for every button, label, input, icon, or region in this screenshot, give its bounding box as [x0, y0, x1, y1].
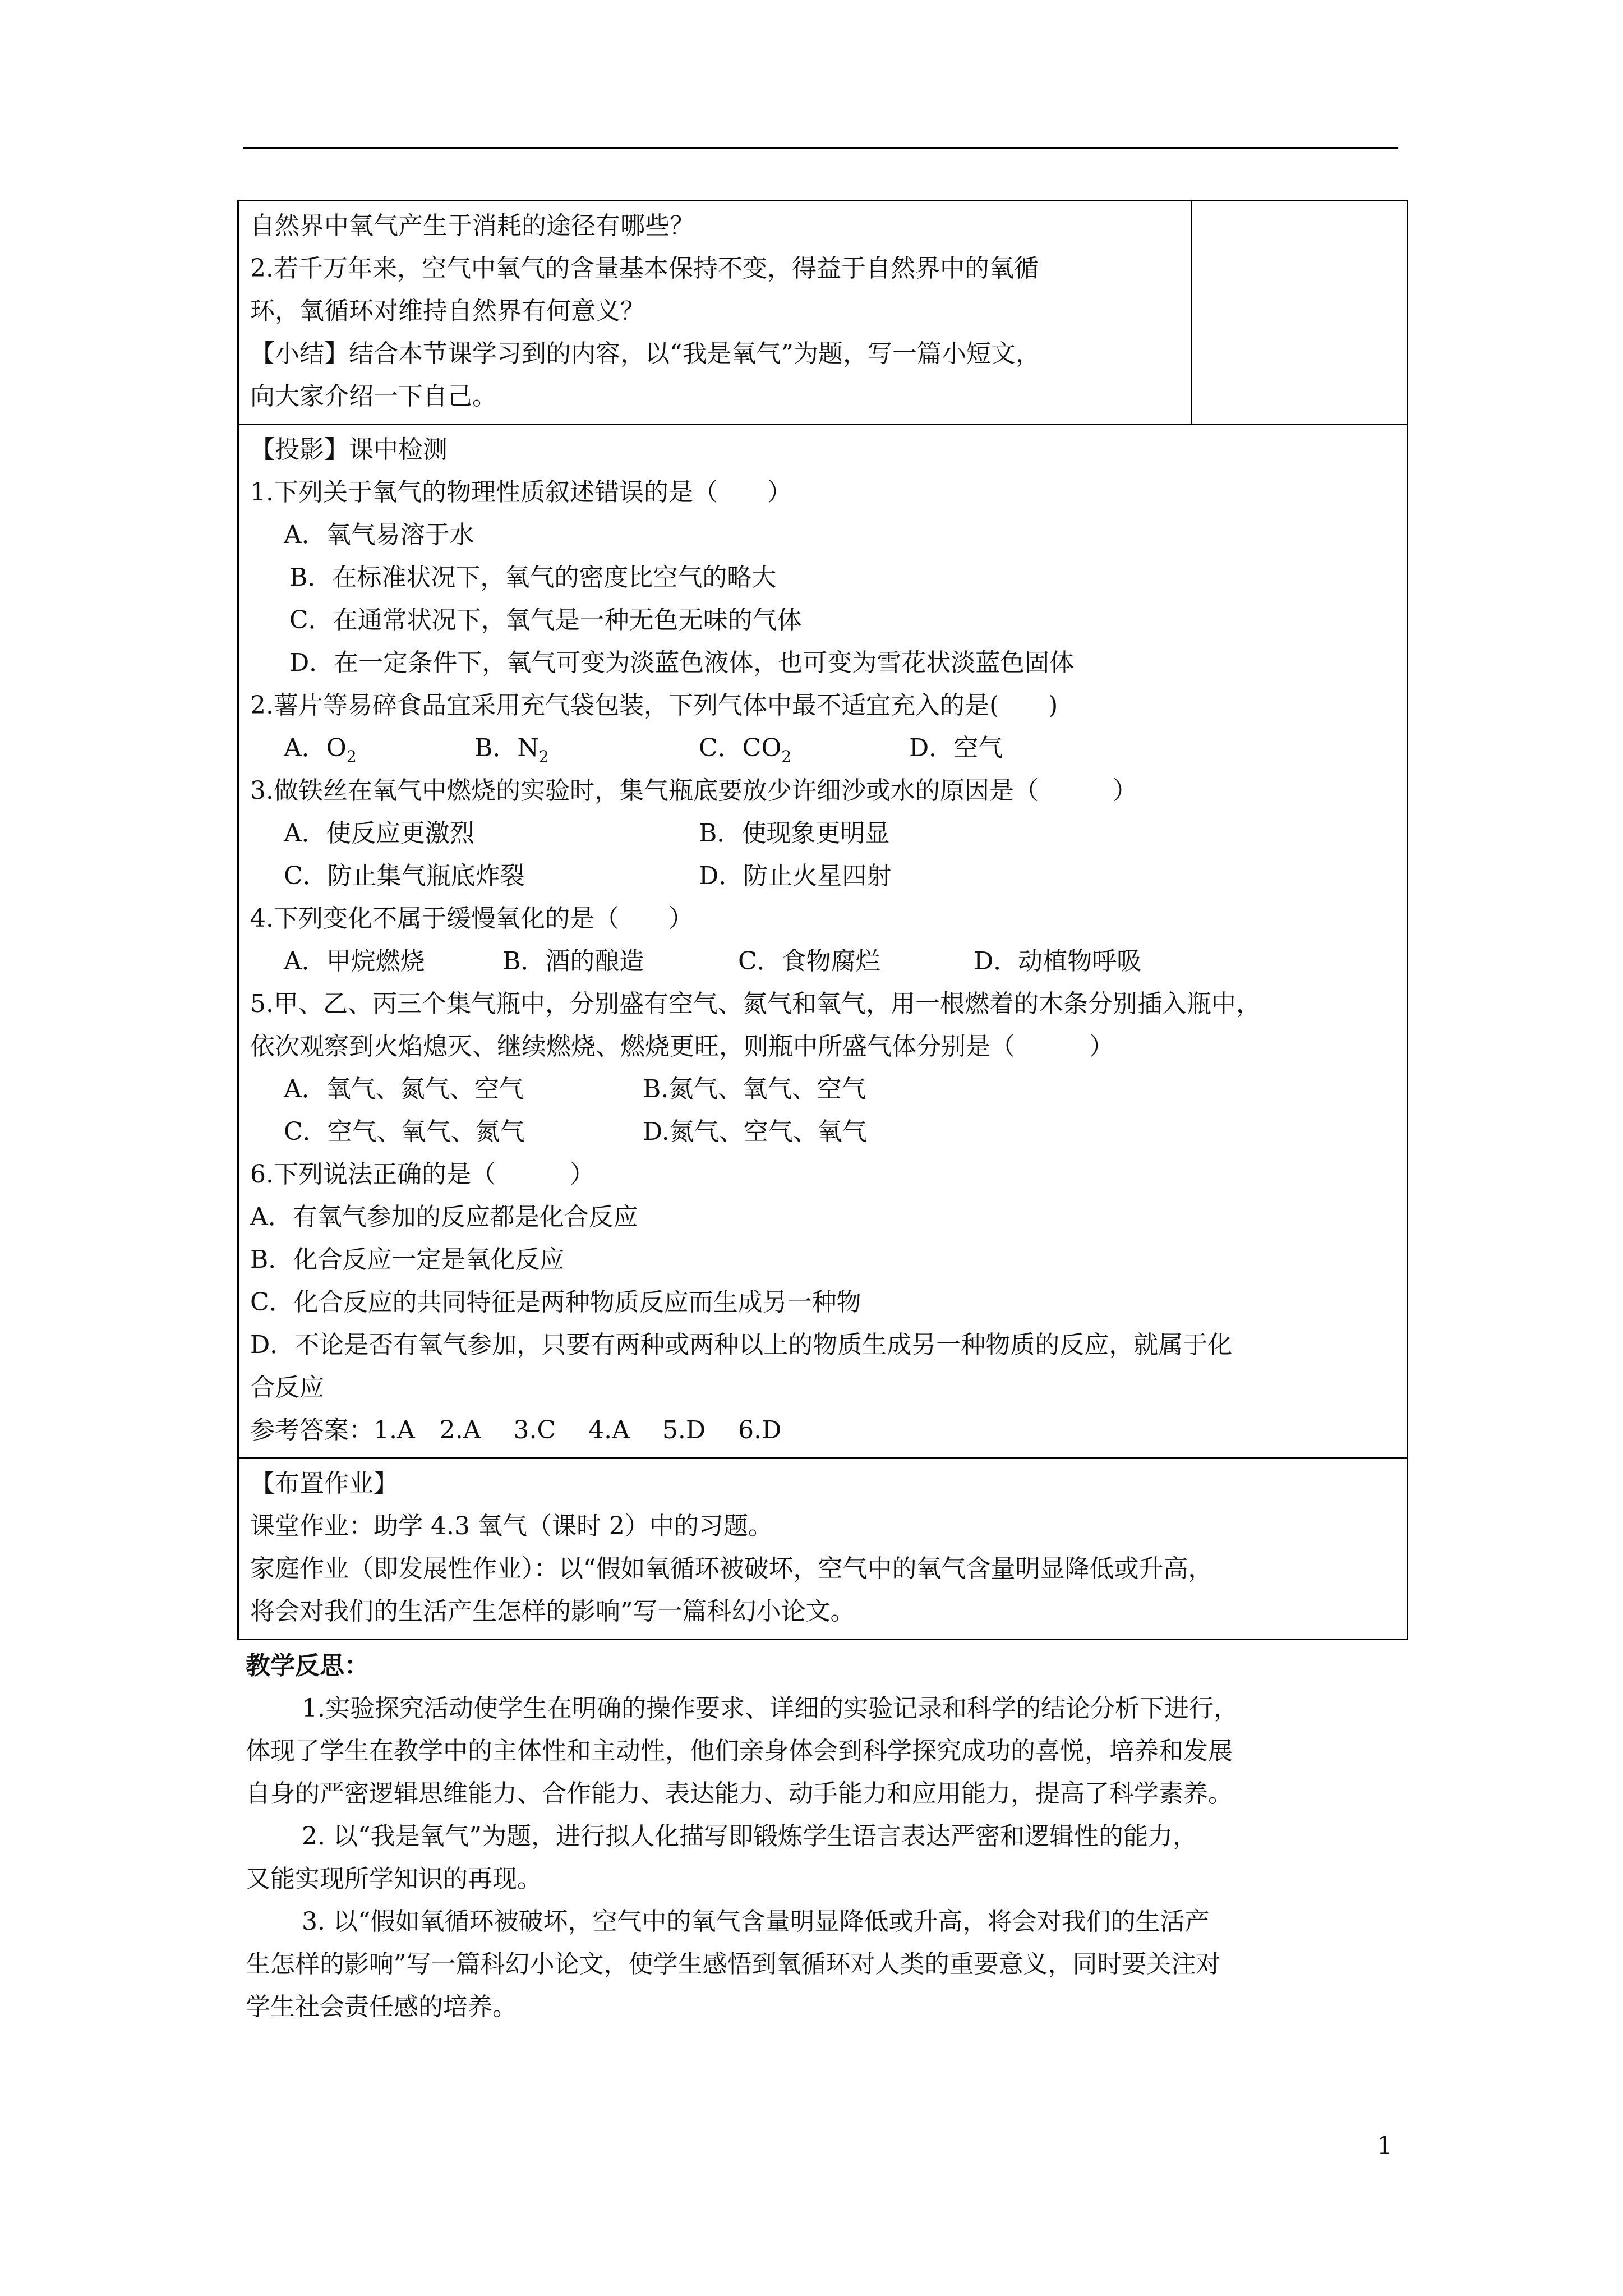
question-6-stem: 6.下列说法正确的是（ ） — [250, 1160, 594, 1189]
question-3-row-2 — [250, 855, 1395, 898]
question-1-option-c: C．在通常状况下，氧气是一种无色无味的气体 — [289, 606, 802, 634]
question-5-stem: 5.甲、乙、丙三个集气瓶中，分别盛有空气、氮气和氧气，用一根燃着的木条分别插入瓶中， — [250, 990, 1261, 1018]
question-3-stem: 3.做铁丝在氧气中燃烧的实验时，集气瓶底要放少许细沙或水的原因是（ ） — [250, 776, 1137, 805]
reflection-paragraph-2-line: 又能实现所学知识的再现。 — [246, 1865, 542, 1893]
summary-line: 【小结】结合本节课学习到的内容，以“我是氧气”为题，写一篇小短文， — [250, 339, 1040, 368]
question-2-option-b: B．$N_2$ — [474, 734, 549, 766]
question-5-option-b: B.氮气、氧气、空气 — [643, 1075, 866, 1103]
question-4-options — [250, 940, 1395, 983]
reflection-paragraph-2: 2. 以“我是氧气”为题，进行拟人化描写即锻炼学生语言表达严密和逻辑性的能力， — [302, 1822, 1197, 1851]
discussion-cell — [238, 201, 1192, 425]
question-3-option-d: D．防止火星四射 — [699, 862, 892, 890]
homework-heading: 【布置作业】 — [250, 1469, 398, 1498]
reflection-title: 教学反思： — [246, 1651, 369, 1680]
answer-key: 参考答案：1.A 2.A 3.C 4.A 5.D 6.D — [250, 1416, 782, 1444]
question-6-option-d: D．不论是否有氧气参加，只要有两种或两种以上的物质生成另一种物质的反应，就属于化 — [250, 1331, 1233, 1359]
question-4-option-c: C．食物腐烂 — [738, 947, 880, 976]
quiz-heading: 【投影】课中检测 — [250, 435, 448, 464]
discussion-line: 2.若千万年来，空气中氧气的含量基本保持不变，得益于自然界中的氧循 — [250, 254, 1039, 283]
question-3-option-c: C．防止集气瓶底炸裂 — [284, 862, 525, 890]
table-row-homework — [238, 1458, 1408, 1640]
teaching-reflection — [246, 1645, 1395, 2028]
home-assignment-line-cont: 将会对我们的生活产生怎样的影响”写一篇科幻小论文。 — [250, 1597, 855, 1626]
question-5-row-1 — [250, 1068, 1395, 1111]
question-2-option-a: A．$O_2$ — [284, 734, 357, 766]
question-5-option-d: D.氮气、空气、氧气 — [643, 1117, 867, 1146]
question-6-option-b: B．化合反应一定是氧化反应 — [250, 1245, 565, 1274]
empty-side-cell — [1192, 201, 1408, 425]
homework-cell — [238, 1458, 1408, 1640]
page-number: 1 — [1377, 2132, 1393, 2160]
header-rule — [243, 147, 1398, 149]
question-1-option-d: D．在一定条件下，氧气可变为淡蓝色液体，也可变为雪花状淡蓝色固体 — [289, 648, 1075, 677]
question-5-option-a: A．氧气、氮气、空气 — [284, 1075, 524, 1103]
question-6-option-c: C．化合反应的共同特征是两种物质反应而生成另一种物 — [250, 1288, 861, 1317]
question-4-stem: 4.下列变化不属于缓慢氧化的是（ ） — [250, 904, 693, 933]
quiz-cell — [238, 425, 1408, 1458]
question-5-option-c: C．空气、氧气、氮气 — [284, 1117, 525, 1146]
reflection-paragraph-1-line: 体现了学生在教学中的主体性和主动性，他们亲身体会到科学探究成功的喜悦，培养和发展 — [246, 1737, 1233, 1765]
question-3-option-a: A．使反应更激烈 — [284, 819, 474, 848]
reflection-paragraph-3-line: 生怎样的影响”写一篇科幻小论文，使学生感悟到氧循环对人类的重要意义，同时要关注对 — [246, 1950, 1221, 1978]
question-2-stem: 2.薯片等易碎食品宜采用充气袋包装，下列气体中最不适宜充入的是( ) — [250, 691, 1058, 720]
question-2-option-c: C．$CO_2$ — [699, 734, 792, 766]
discussion-line: 环，氧循环对维持自然界有何意义？ — [250, 297, 645, 325]
question-6-option-a: A．有氧气参加的反应都是化合反应 — [250, 1203, 638, 1231]
question-5-row-2 — [250, 1111, 1395, 1153]
lesson-table — [237, 200, 1408, 1640]
question-4-option-a: A．甲烷燃烧 — [284, 947, 425, 976]
question-5-stem-cont: 依次观察到火焰熄灭、继续燃烧、燃烧更旺，则瓶中所盛气体分别是（ ） — [250, 1032, 1114, 1061]
home-assignment-line: 家庭作业（即发展性作业）：以“假如氧循环被破坏，空气中的氧气含量明显降低或升高， — [250, 1554, 1213, 1583]
question-4-option-d: D．动植物呼吸 — [974, 947, 1142, 976]
question-2-options — [250, 727, 1395, 770]
table-row-discussion — [238, 201, 1408, 425]
classwork-line: 课堂作业：助学 4.3 氧气（课时 2）中的习题。 — [250, 1512, 773, 1540]
reflection-paragraph-1: 1.实验探究活动使学生在明确的操作要求、详细的实验记录和科学的结论分析下进行， — [302, 1694, 1238, 1723]
question-1-stem: 1.下列关于氧气的物理性质叙述错误的是（ ） — [250, 478, 792, 507]
question-3-option-b: B．使现象更明显 — [699, 819, 890, 848]
question-3-row-1 — [250, 812, 1395, 855]
question-2-option-d: D．空气 — [909, 734, 1003, 762]
question-1-option-a: A．氧气易溶于水 — [284, 521, 474, 549]
discussion-line: 自然界中氧气产生于消耗的途径有哪些？ — [250, 211, 694, 240]
question-1-option-b: B．在标准状况下，氧气的密度比空气的略大 — [289, 563, 777, 592]
reflection-paragraph-1-line: 自身的严密逻辑思维能力、合作能力、表达能力、动手能力和应用能力，提高了科学素养。 — [246, 1779, 1233, 1808]
table-row-quiz — [238, 425, 1408, 1458]
question-4-option-b: B．酒的酿造 — [502, 947, 644, 976]
reflection-paragraph-3-line: 学生社会责任感的培养。 — [246, 1993, 517, 2021]
summary-line: 向大家介绍一下自己。 — [250, 382, 497, 411]
question-6-option-d-cont: 合反应 — [250, 1373, 324, 1402]
reflection-paragraph-3: 3. 以“假如氧循环被破坏，空气中的氧气含量明显降低或升高，将会对我们的生活产 — [302, 1907, 1210, 1936]
